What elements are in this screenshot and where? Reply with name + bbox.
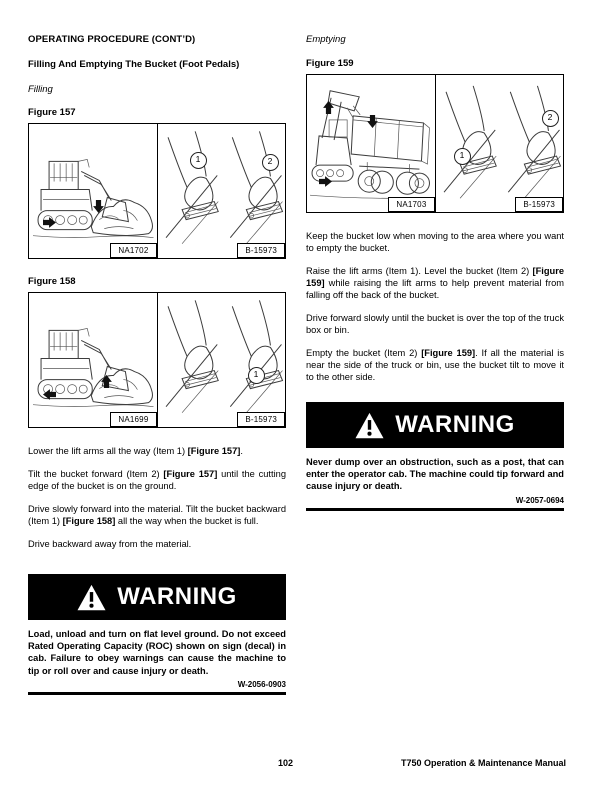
paragraph: Empty the bucket (Item 2) [Figure 159]. If all the material is near the side of the truck or bin, use the bucket tilt to move it to the other side. xyxy=(306,348,564,382)
warning-code: W-2056-0903 xyxy=(237,679,286,689)
topic-title: Filling And Emptying The Bucket (Foot Pedals) xyxy=(28,59,240,70)
down-arrow-icon xyxy=(367,115,378,128)
image-reference-label: NA1699 xyxy=(110,412,156,427)
right-arrow-icon xyxy=(43,217,56,228)
paragraph: Keep the bucket low when moving to the area where you want to empty the bucket. xyxy=(306,231,564,253)
figure-157-title: Figure 157 xyxy=(28,107,76,118)
pedal-illustration xyxy=(436,75,564,212)
right-arrow-icon xyxy=(319,176,332,187)
warning-banner xyxy=(306,402,564,448)
manual-title: T750 Operation & Maintenance Manual xyxy=(400,758,566,768)
figure-158-title: Figure 158 xyxy=(28,276,76,287)
image-reference-label: NA1702 xyxy=(110,243,156,258)
figure-157-pedal-panel xyxy=(158,124,286,258)
subheading-emptying: Emptying xyxy=(306,34,346,45)
paragraph: Drive forward slowly until the bucket is over the top of the truck box or bin. xyxy=(306,313,564,335)
loader-dumping-into-truck-illustration xyxy=(307,75,435,212)
figure-159 xyxy=(306,74,564,213)
warning-block xyxy=(28,574,286,695)
divider xyxy=(28,692,286,696)
loader-bucket-tilt-illustration xyxy=(29,293,157,427)
page-number: 102 xyxy=(278,758,294,768)
figure-157 xyxy=(28,123,286,259)
pedal-illustration xyxy=(158,293,286,427)
section-title: OPERATING PROCEDURE (CONT’D) xyxy=(28,34,196,45)
figure-159-pedal-panel xyxy=(436,75,564,212)
warning-triangle-icon xyxy=(77,584,106,611)
figure-159-photo-panel xyxy=(307,75,436,212)
divider xyxy=(306,508,564,512)
image-reference-label: NA1703 xyxy=(388,197,434,212)
warning-block xyxy=(306,402,564,511)
figure-159-title: Figure 159 xyxy=(306,58,354,69)
figure-157-photo-panel xyxy=(29,124,158,258)
paragraph: Raise the lift arms (Item 1). Level the bucket (Item 2) [Figure 159] while raising the lift arms to help prevent material from falling off the back of the bucket. xyxy=(306,266,564,300)
item-1-callout: 1 xyxy=(190,152,207,169)
warning-label: WARNING xyxy=(395,411,515,438)
left-arrow-icon xyxy=(43,389,56,400)
warning-text: Load, unload and turn on flat level ground. Do not exceed Rated Operating Capacity (ROC) shown on sign (decal) in cab. Failure to obey warnings can cause the machine to tip or roll over and cause injury or death. xyxy=(28,629,286,676)
paragraph: Drive backward away from the material. xyxy=(28,539,192,549)
image-reference-label: B-15973 xyxy=(237,243,285,258)
figure-158 xyxy=(28,292,286,428)
figure-158-photo-panel xyxy=(29,293,158,427)
down-arrow-icon xyxy=(93,200,104,213)
paragraph: Tilt the bucket forward (Item 2) [Figure 157] until the cutting edge of the bucket is on the ground. xyxy=(28,469,286,491)
paragraph: Drive slowly forward into the material. Tilt the bucket backward (Item 1) [Figure 158] all the way when the bucket is full. xyxy=(28,504,286,526)
pedal-illustration xyxy=(158,124,286,258)
subheading-filling: Filling xyxy=(28,84,53,95)
left-column xyxy=(28,0,286,695)
warning-label: WARNING xyxy=(117,583,237,610)
warning-code: W-2057-0694 xyxy=(515,495,564,505)
right-column xyxy=(306,0,564,511)
image-reference-label: B-15973 xyxy=(237,412,285,427)
item-2-callout: 2 xyxy=(262,154,279,171)
up-arrow-icon xyxy=(323,101,334,114)
image-reference-label: B-15973 xyxy=(515,197,563,212)
item-1-callout: 1 xyxy=(454,148,471,165)
warning-triangle-icon xyxy=(355,412,384,439)
loader-digging-illustration xyxy=(29,124,157,258)
up-arrow-icon xyxy=(101,375,112,388)
warning-text: Never dump over an obstruction, such as a post, that can enter the operator cab. The machine could tip forward and cause injury or death. xyxy=(306,457,564,492)
warning-banner xyxy=(28,574,286,620)
item-2-callout: 2 xyxy=(542,110,559,127)
item-1-callout: 1 xyxy=(248,367,265,384)
figure-158-pedal-panel xyxy=(158,293,286,427)
paragraph: Lower the lift arms all the way (Item 1) [Figure 157]. xyxy=(28,446,243,456)
